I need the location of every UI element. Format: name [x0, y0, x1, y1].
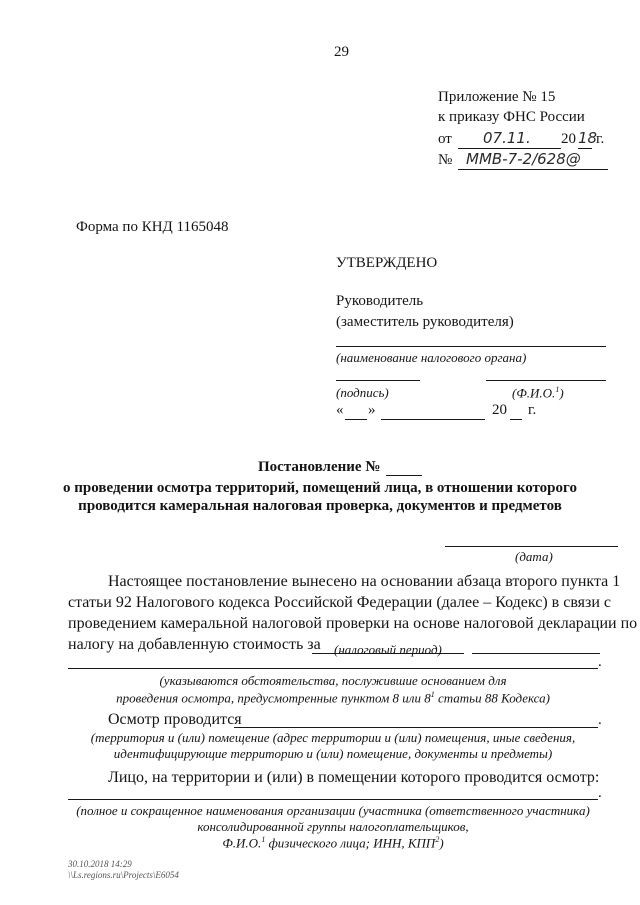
approval-year-line: [510, 419, 522, 420]
person-caption-2: консолидированной группы налогоплательщиков,: [197, 819, 469, 834]
appendix-year-suffix: г.: [596, 131, 605, 147]
circumstances-caption-1: (указываются обстоятельства, послужившие основанием для: [159, 673, 507, 688]
signature-line: [336, 380, 420, 381]
org-line: [336, 346, 606, 347]
approval-year-prefix: 20: [492, 402, 507, 418]
body-line-3: проведением камеральной налоговой проверки на основе налоговой декларации по: [68, 615, 638, 632]
date-caption: (дата): [515, 549, 553, 564]
circumstances-line: [68, 668, 598, 669]
period-caption: (налоговый период): [334, 642, 442, 657]
fio-caption: (Ф.И.О.$^1$): [512, 385, 564, 401]
approval-day-line: [345, 419, 367, 420]
approval-role: Руководитель: [336, 293, 424, 309]
appendix-year-line: [578, 148, 592, 149]
inspection-line: [234, 727, 598, 728]
circumstances-caption-2: проведения осмотра, предусмотренные пунктом 8 или $8^1$ статьи 88 Кодекса): [116, 690, 550, 706]
resolution-subject-line2: проводится камеральная налоговая проверка, документов и предметов: [78, 498, 562, 514]
appendix-year-prefix: 20: [561, 131, 576, 147]
appendix-year-handwritten: 18: [578, 129, 598, 147]
appendix-title: Приложение № 15: [438, 89, 556, 105]
body-line-1: Настоящее постановление вынесено на основании абзаца второго пункта 1: [108, 573, 621, 590]
appendix-from-label: от: [438, 131, 452, 147]
tax-period-line-2: [472, 653, 600, 654]
appendix-date-line: [458, 148, 561, 149]
inspection-dot: .: [598, 712, 602, 728]
page-number: 29: [334, 44, 349, 60]
appendix-number-line: [458, 169, 608, 170]
circumstances-dot: .: [598, 654, 602, 670]
person-label: Лицо, на территории и (или) в помещении которого проводится осмотр:: [108, 769, 600, 786]
resolution-number-line: [386, 475, 422, 476]
inspection-caption-2: идентифицирующие территорию и (или) помещение, документы и предметы): [113, 746, 553, 761]
approval-year-suffix: г.: [528, 402, 537, 418]
person-line: [68, 799, 598, 800]
resolution-date-line: [445, 546, 618, 547]
person-caption-1: (полное и сокращенное наименования организации (участника (ответственного участника): [76, 803, 590, 818]
approval-date-open: «: [336, 402, 344, 418]
person-dot: .: [598, 785, 602, 801]
appendix-number-handwritten: ММВ-7-2/628@: [466, 150, 581, 168]
resolution-subject-line1: о проведении осмотра территорий, помещений лица, в отношении которого: [63, 480, 577, 496]
appendix-date-handwritten: 07.11.: [483, 129, 531, 147]
approval-month-line: [381, 419, 485, 420]
approval-date-close: »: [368, 402, 376, 418]
org-caption: (наименование налогового органа): [336, 350, 527, 365]
appendix-order: к приказу ФНС России: [438, 109, 585, 125]
inspection-caption-1: (территория и (или) помещение (адрес территории и (или) помещения, иные сведения,: [90, 730, 576, 745]
person-caption-3: Ф.И.О.$^1$ физического лица; ИНН, КПП$^2$): [222, 835, 444, 851]
form-code: Форма по КНД 1165048: [76, 219, 229, 235]
approval-role-deputy: (заместитель руководителя): [336, 314, 514, 330]
approval-title: УТВЕРЖДЕНО: [336, 255, 438, 271]
body-line-2: статьи 92 Налогового кодекса Российской Федерации (далее – Кодекс) в связи с: [68, 594, 612, 611]
fio-line: [486, 380, 606, 381]
resolution-title: Постановление №: [258, 459, 381, 475]
signature-caption: (подпись): [336, 385, 389, 400]
body-line-4: налогу на добавленную стоимость за: [68, 636, 321, 653]
footer-stamp-1: 30.10.2018 14:29: [68, 859, 132, 869]
inspection-label: Осмотр проводится: [108, 711, 242, 728]
footer-stamp-2: \\Ls.regions.ru\Projects\Е6054: [68, 870, 179, 880]
appendix-number-label: №: [438, 152, 453, 168]
